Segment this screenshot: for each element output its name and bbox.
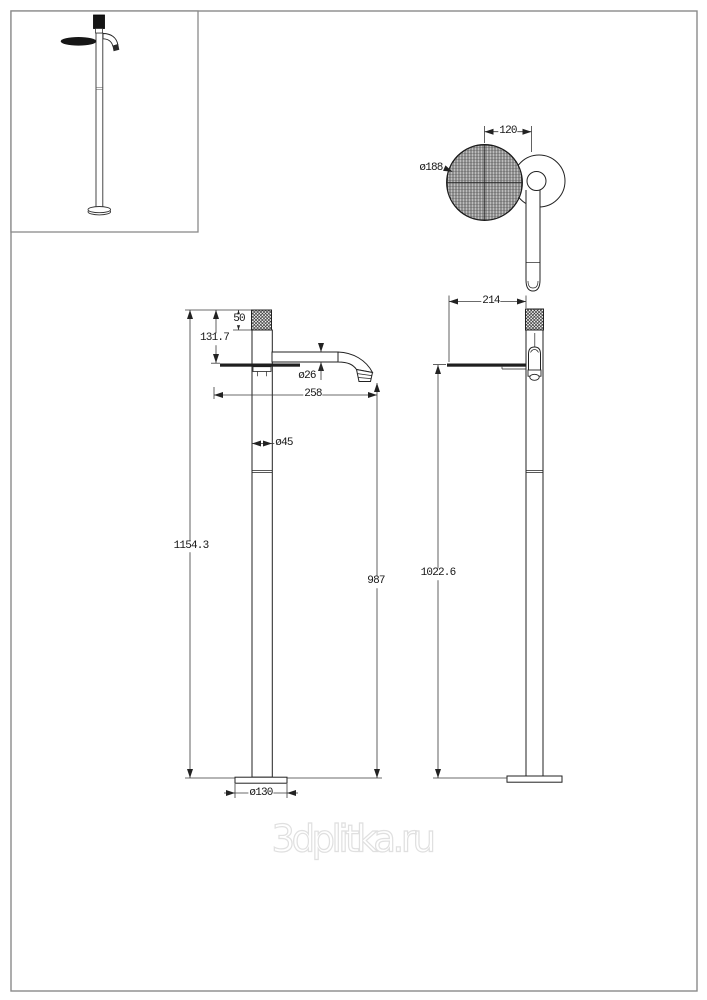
dim-label-handle-offset: 120 (499, 124, 517, 137)
side-base-plate (507, 776, 562, 782)
front-view (185, 310, 382, 798)
dim-label-deck-height: 1022.6 (420, 567, 456, 580)
inset-column (96, 33, 103, 210)
top-view (445, 126, 565, 291)
dim-label-base-diameter: ø130 (249, 786, 273, 799)
top-view-cap (527, 172, 546, 191)
side-column (526, 330, 543, 776)
dim-label-outlet-height: 987 (367, 575, 385, 588)
watermark: 3dplitka.ru (271, 817, 433, 861)
inset-frame (11, 11, 198, 232)
inset-deck-disc (61, 37, 97, 46)
side-handle-knurled (526, 309, 544, 330)
dim-label-total-height: 1154.3 (173, 539, 209, 552)
dim-label-spout-reach: 258 (304, 388, 322, 401)
front-deck-collar (253, 367, 271, 372)
dim-label-column-diameter: ø45 (275, 436, 293, 449)
dim-label-deck-depth: 214 (482, 294, 500, 307)
dim-label-handle-to-deck: 131.7 (199, 332, 230, 345)
top-view-lever (526, 190, 540, 291)
front-spout-bend (338, 352, 373, 373)
front-column (252, 330, 272, 777)
inset-handle (94, 15, 105, 29)
side-view (433, 296, 562, 783)
dim-label-handle-height: 50 (233, 312, 245, 325)
front-base-plate (235, 777, 287, 783)
dim-label-head-diameter: ø188 (419, 161, 443, 174)
dim-label-spout-diameter: ø26 (298, 369, 316, 382)
front-view-dimensions (185, 310, 382, 798)
side-view-dimensions (433, 296, 526, 779)
inset-perspective-view (11, 11, 198, 232)
front-spout-arm (272, 352, 338, 362)
side-deck-shelf (447, 364, 526, 367)
front-deck-shelf (220, 364, 300, 367)
front-handle-knurled (252, 310, 272, 330)
side-spout-end (529, 347, 541, 370)
